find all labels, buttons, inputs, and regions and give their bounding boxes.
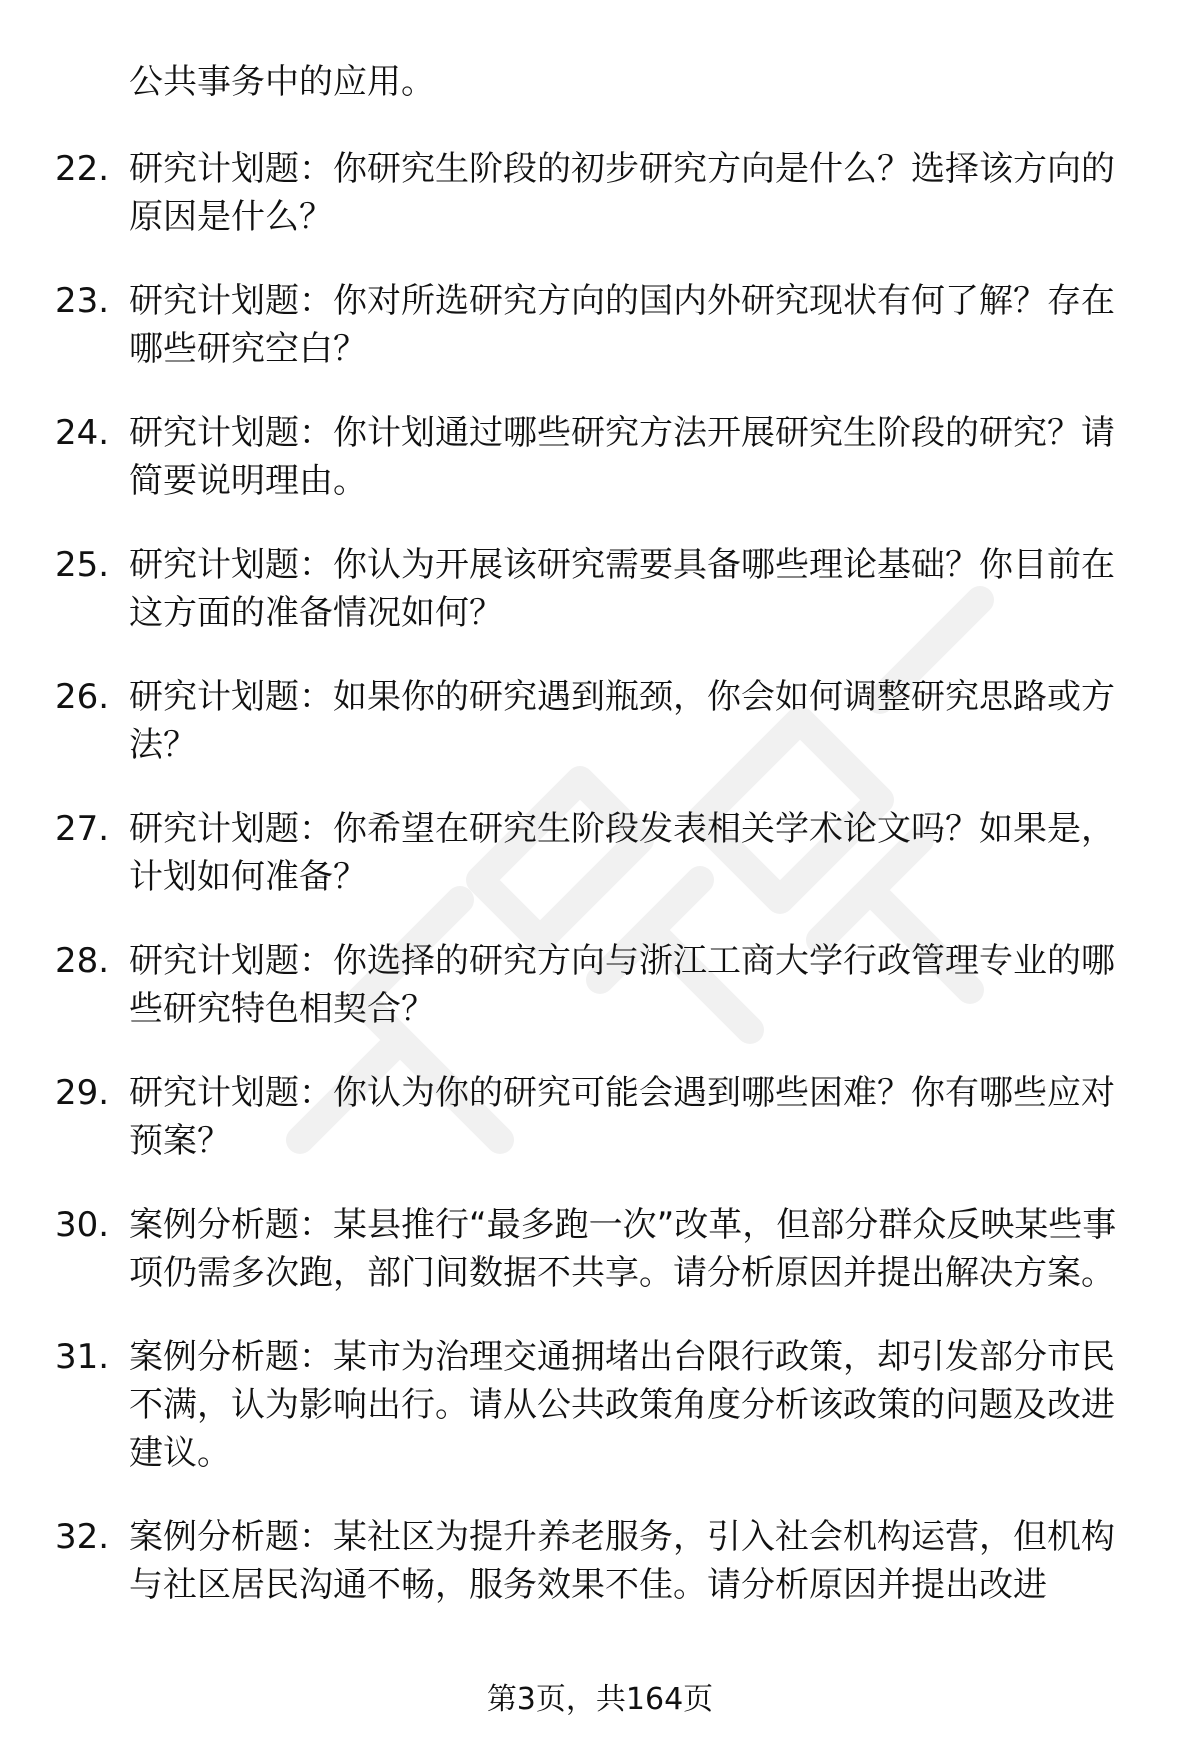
question-number: 23. — [55, 281, 110, 321]
question-item — [0, 937, 1200, 1033]
question-text: 研究计划题：你对所选研究方向的国内外研究现状有何了解？存在哪些研究空白？ — [129, 281, 1115, 369]
question-text: 案例分析题：某社区为提升养老服务，引入社会机构运营，但机构与社区居民沟通不畅，服务效果不佳。请分析原因并提出改进 — [129, 1517, 1115, 1605]
question-text: 案例分析题：某市为治理交通拥堵出台限行政策，却引发部分市民不满，认为影响出行。请从公共政策角度分析该政策的问题及改进建议。 — [129, 1337, 1115, 1473]
question-item — [0, 409, 1200, 505]
question-number: 31. — [55, 1337, 110, 1377]
question-number: 24. — [55, 413, 110, 453]
question-number: 25. — [55, 545, 110, 585]
question-item — [0, 805, 1200, 901]
question-text: 研究计划题：你计划通过哪些研究方法开展研究生阶段的研究？请简要说明理由。 — [129, 413, 1115, 501]
question-item — [0, 1333, 1200, 1477]
question-text: 研究计划题：如果你的研究遇到瓶颈，你会如何调整研究思路或方法？ — [129, 677, 1115, 765]
question-list — [0, 145, 1200, 1645]
question-number: 26. — [55, 677, 110, 717]
continuation-text: 公共事务中的应用。 — [129, 62, 435, 102]
question-item — [0, 145, 1200, 241]
question-text: 研究计划题：你认为开展该研究需要具备哪些理论基础？你目前在这方面的准备情况如何？ — [129, 545, 1115, 633]
question-item — [0, 1069, 1200, 1165]
question-number: 27. — [55, 809, 110, 849]
question-text: 研究计划题：你认为你的研究可能会遇到哪些困难？你有哪些应对预案？ — [129, 1073, 1115, 1161]
question-number: 28. — [55, 941, 110, 981]
question-text: 研究计划题：你研究生阶段的初步研究方向是什么？选择该方向的原因是什么？ — [129, 149, 1115, 237]
question-number: 30. — [55, 1205, 110, 1245]
question-item — [0, 673, 1200, 769]
question-number: 29. — [55, 1073, 110, 1113]
question-number: 22. — [55, 149, 110, 189]
question-text: 研究计划题：你希望在研究生阶段发表相关学术论文吗？如果是，计划如何准备？ — [129, 809, 1115, 897]
question-number: 32. — [55, 1517, 110, 1557]
question-item — [0, 1513, 1200, 1609]
question-item — [0, 1201, 1200, 1297]
question-text: 研究计划题：你选择的研究方向与浙江工商大学行政管理专业的哪些研究特色相契合？ — [129, 941, 1115, 1029]
question-item — [0, 277, 1200, 373]
page-footer: 第3页，共164页 — [486, 1682, 714, 1717]
question-item — [0, 541, 1200, 637]
question-text: 案例分析题：某县推行“最多跑一次”改革，但部分群众反映某些事项仍需多次跑，部门间数据不共享。请分析原因并提出解决方案。 — [129, 1205, 1117, 1293]
